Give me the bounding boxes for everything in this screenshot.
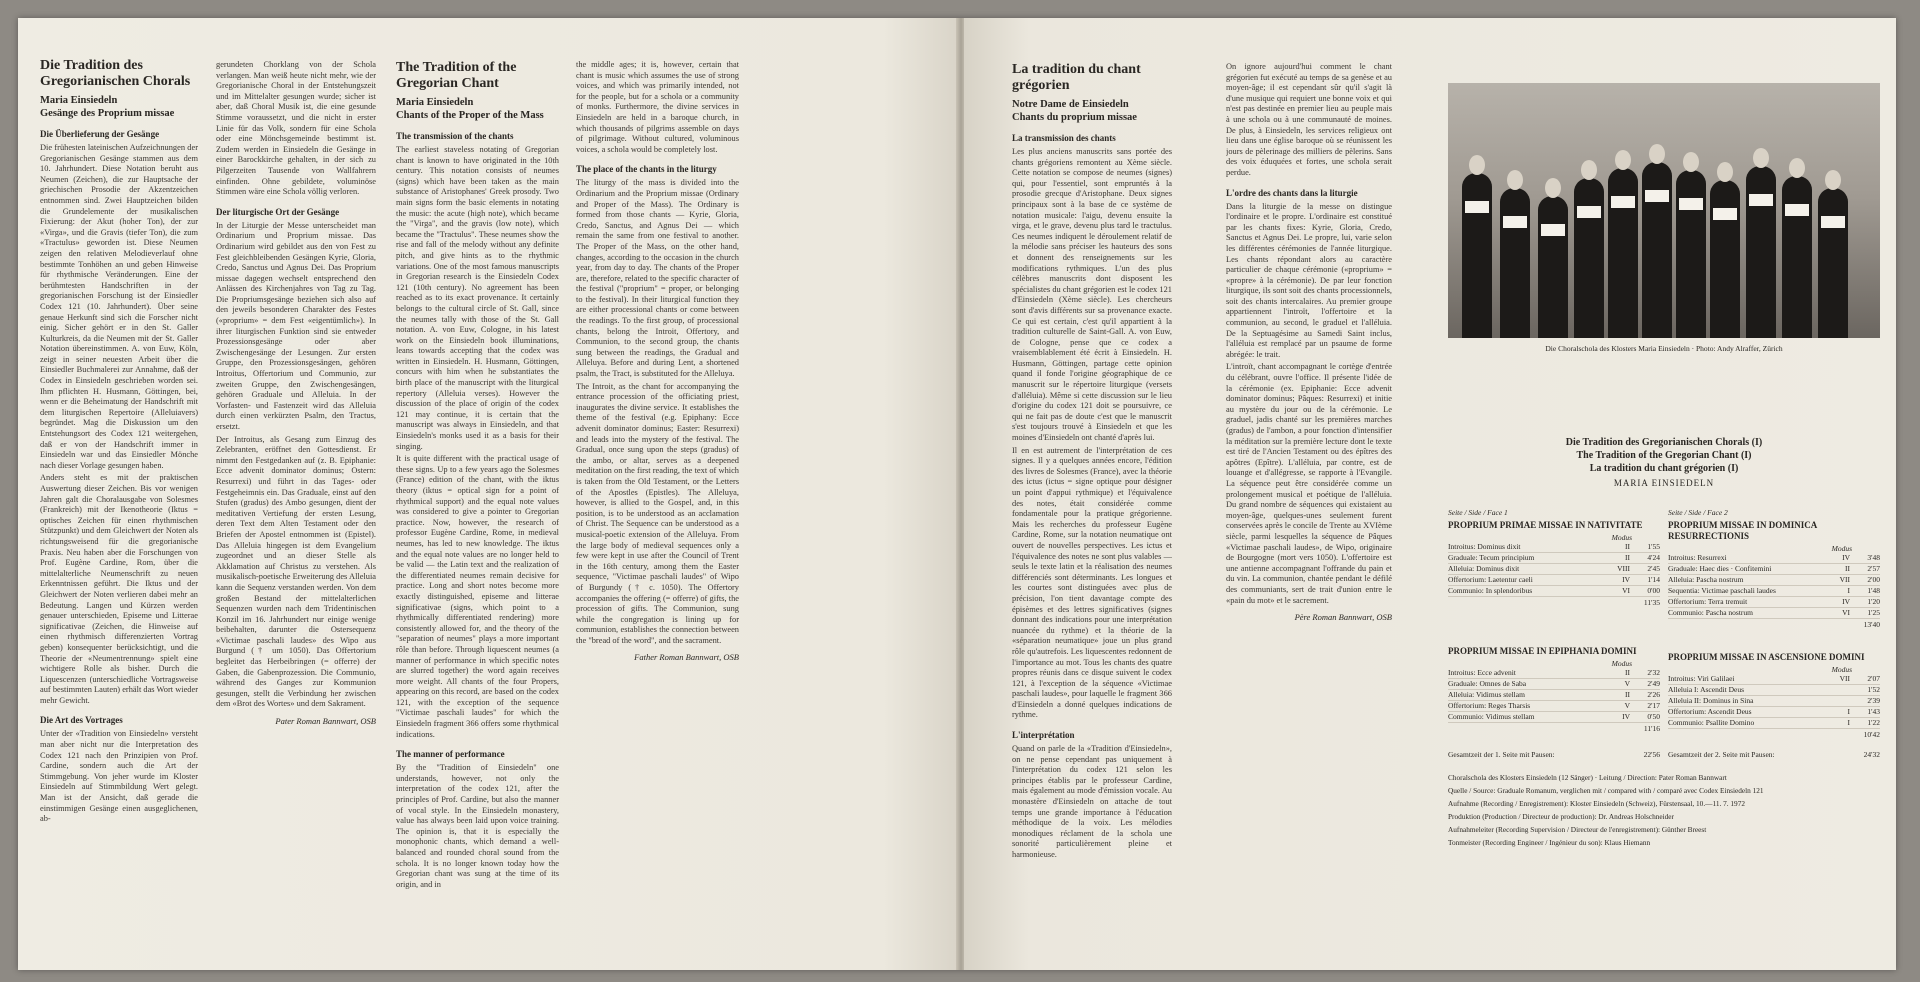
track-row: Introitus: Resurrexi IV 3'48: [1668, 553, 1880, 562]
signature: Father Roman Bannwart, OSB: [634, 652, 739, 663]
side-2-block-1: [1668, 508, 1880, 629]
paragraph: Anders steht es mit der praktischen Auswertung dieser Zeichen. Bis vor wenigen Jahren galt die Choralausgabe von Solesmes (Frankreich) mit der Ikenotheorie (Iktus = optisches Zeichen für einen rhythmischen Stützpunkt) und dem Gleichwert der Noten als richtungsweisend für die gregorianische Praxis. Neu haben aber die Forschungen von Prof. Eugène Cardine, Rom, über die mittelalterliche Neumenschrift zu neuen Erkenntnissen geführt. Die Iktus und der Gleichwert der Noten verlieren dabei mehr an Bedeutung. Langen und Kürzen werden genauer unterschieden, Episeme und Litterae significativae (Zeichen, die Hinweise auf einen rhythmisch differenzierten Vortrag geben) konsequenter berücksichtigt, und die Theorie der «Neumentrennung» spielt eine wichtigere Rolle als bisher. Durch die Liquescenzen (unterschiedliche Vortragsweise auf bestimmten Lauten) erhält das Wort wieder mehr Gewicht.: [40, 473, 198, 705]
heading-place: The place of the chants in the liturgy: [576, 164, 717, 175]
english-column-2: [576, 60, 739, 960]
paragraph: Der Introitus, als Gesang zum Einzug des Zelebranten, eröffnet den Gottesdienst. Er nimmt den Festgedanken auf (z. B. Epiphanie: Ecce advenit dominator dominus; Ostern: Resurrexi) und führt in das Tages- oder Festgeheimnis ein. Das Graduale, einst auf den Stufen (gradus) des Ambo gesungen, dient der meditativen Vertiefung der ersten Lesung, deren Text dem Alten Testament oder den Briefen der Apostel entnommen ist (Epistel). Das Alleluia hingegen ist dem Evangelium zugeordnet und an dieser Stelle als Akklamation auf Christus zu verstehen. Als musikalisch-poetische Erweiterung des Alleluia kann die Sequenz verstanden werden. Von dem großen Bestand der mittelalterlichen Sequenzen wurden nach dem Tridentinischen Konzil im 16. Jahrhundert nur einige wenige beibehalten, darunter die Ostersequenz «Victimae paschali laudes» des Wipo aus Burgund († um 1050). Das Offertorium begleitet das Herbeibringen (= offerre) der Gaben, die Gabenprozession. Die Communio, während des Ganges zur Kommunion gesungen, stellt die Verbindung her zwischen dem «Brot des Wortes» und dem Sakrament.: [216, 434, 376, 709]
monk-figure: [1782, 176, 1812, 338]
track-row: Introitus: Dominus dixit II 1'55: [1448, 542, 1660, 551]
track-row: Graduale: Omnes de Saba V 2'49: [1448, 679, 1660, 688]
track-row: Communio: In splendoribus VI 0'00: [1448, 586, 1660, 595]
proper-title: PROPRIUM PRIMAE MISSAE IN NATIVITATE: [1448, 520, 1643, 530]
english-title: The Tradition of the Gregorian Chant: [396, 60, 517, 91]
monk-figure: [1538, 196, 1568, 338]
heading-interpretation: L'interprétation: [1012, 730, 1075, 741]
heading-liturgischer-ort: Der liturgische Ort der Gesänge: [216, 206, 340, 217]
block-total: 10'42: [1863, 730, 1880, 739]
heading-ordre: L'ordre des chants dans la liturgie: [1226, 187, 1358, 198]
paragraph: Dans la liturgie de la messe on distingue l'ordinaire et le propre. L'ordinaire est constitué par les chants fixes: Kyrie, Gloria, Credo, Sanctus et Agnus Dei. Le propre, lui, varie selon les différentes cérémonies de l'année liturgique. Les chants répondant alors au caractère particulier de chaque cérémonie («proprium» = «propre» à la cérémonie). De par leur fonction liturgique, ils sont soit des chants processionnels, soit des chants intercalaires. Au premier groupe appartiennent l'introït, l'offertoire et la communion, au second, le graduel et l'alléluia. De la Septuagésime au Samedi Saint inclus, l'alléluia est remplacé par un psaume de forme abrégée: le trait.: [1226, 201, 1392, 359]
track-row: Offertorium: Terra tremuit IV 1'20: [1668, 597, 1880, 606]
paragraph: Il en est autrement de l'interprétation de ces signes. Il y a quelques années encore, l'édition des livres de Solesmes (France), avec la théorie des ictus (ictus = signe optique pour désigner un point d'appui rythmique) et l'équivalence des notes, était considérée comme fondamentale pour la pratique grégorienne. Mais les recherches du professeur Eugène Cardine, Rome, sur la notation neumatique ont ouvert de nouvelles perspectives. Les ictus et l'équivalence des notes ne sont plus valables — seuls le texte latin et la réalisation des neumes différenciés sont déterminants. Les longues et les courtes sont distinguées avec plus de précision, l'on tient davantage compte des épisèmes et des lettres significatives (signes donnant des indications pour une interprétation nuancée du rythme) et la théorie de la «séparation neumatique» joue un plus grand rôle qu'autrefois. Les liquescentes redonnent de l'importance au mot. Tous les chants des quatre propres réunis dans ce disque suivent le codex 121, à l'exception de la séquence «Victimae paschali laudes», pour laquelle le fragment 366 d'Einsiedeln a donné quelques indications de rythme.: [1012, 445, 1172, 720]
side-1-block-2: [1448, 646, 1660, 733]
heading-ueberlieferung: Die Überlieferung der Gesänge: [40, 129, 160, 139]
heading-transmission: The transmission of the chants: [396, 131, 514, 141]
monk-figure: [1500, 188, 1530, 338]
heading-transmission-fr: La transmission des chants: [1012, 133, 1116, 143]
paragraph: In der Liturgie der Messe unterscheidet man Ordinarium und Proprium missae. Das Ordinarium wird gebildet aus den von Fest zu Fest gleichbleibenden Gesängen Kyrie, Gloria, Credo, Sanctus und Agnus Dei. Das Proprium missae dagegen wechselt entsprechend den Anlässen des Kirchenjahres von Tag zu Tag. Die Propriumsgesänge beziehen sich also auf den jeweils besonderen Charakter des Festes («proprium» = dem Fest «eigentümlich»). In ihrer liturgischen Funktion sind sie entweder Prozessionsgesänge oder aber Zwischengesänge der Lesungen. Zur ersten Gruppe, den Prozessionsgesängen, gehören Introitus, Offertorium und Communio, zur zweiten Gruppe, den Zwischengesängen, gehören Graduale und Alleluia. In der Vorfasten- und Fastenzeit wird das Alleluia durch einen verkürzten Psalm, den Tractus, ersetzt.: [216, 220, 376, 431]
proper-title: PROPRIUM MISSAE IN EPIPHANIA DOMINI: [1448, 646, 1637, 656]
side-2-total: Gesamtzeit der 2. Seite mit Pausen: 24'32: [1668, 750, 1880, 759]
paragraph: Quand on parle de la «Tradition d'Einsiedeln», on ne pense cependant pas uniquement à l'interprétation du codex 121 selon les principes établis par le professeur Cardine, mais également au mode d'émission vocale. Au monastère d'Einsiedeln on attache de tout temps une grande importance à l'éducation méthodique de la voix. Les mélodies monodiques réclament de la schola une sonorité particulièrement pleine et harmonieuse.: [1012, 744, 1172, 859]
paragraph: The liturgy of the mass is divided into the Ordinarium and the Proprium missae (Ordinary and Proper of the Mass). The Ordinary is formed from those chants — Kyrie, Gloria, Credo, Sanctus, and Agnus Dei — which remain the same from one festival to another. The Proper of the Mass, on the other hand, changes, according to the occasion in the church year, from day to day. The chants of the Proper are, therefore, related to the specific character of the festival ("proprium" = proper, or belonging to the festival). In their liturgical function they are either processional chants or come between the readings. To the first group, of processional chants, belong the Introit, Offertory, and Communion, to the second group, the chants sung between the readings, the Gradual and Alleluya. Before and during Lent, a shortened psalm, the Tract, is substituted for the Alleluya.: [576, 178, 739, 379]
monk-figure: [1676, 170, 1706, 338]
track-row: Communio: Vidimus stellam IV 0'50: [1448, 712, 1660, 721]
french-column-1: [1012, 62, 1172, 952]
side-1-block-1: [1448, 508, 1660, 607]
track-row: Alleluia II: Dominus in Sina 2'39: [1668, 696, 1880, 705]
french-subtitle-2: Chants du proprium missae: [1012, 112, 1137, 123]
program-location: MARIA EINSIEDELN: [1613, 478, 1715, 488]
album-spread: [18, 18, 1896, 970]
german-column-2: [216, 60, 376, 960]
paragraph: The Introit, as the chant for accompanying the entrance procession of the officiating priest, inaugurates the divine service. It establishes the theme of the festival (e.g. Epiphany: Ecce advenit dominator dominus; Easter: Resurrexi) and leads into the mystery of the festival. The Gradual, once sung upon the steps (gradus) of the ambo, or altar, serves as a deepened meditation on the first reading, the text of which is taken from the Old Testament, or the Letters of the Apostles (Epistles). The Alleluya, however, is allied to the Gospel, and, in this position, is to be understood as an acclamation of Christ. The Sequence can be understood as a musical-poetic extension of the Alleluya. From the large body of medieval sequences only a few were kept in use after the Council of Trent in the 16th century, among them the Easter sequence, "Victimae paschali laudes" of Wipo of Burgundy († c. 1050). The Offertory accompanies the offering (= offerre) of gifts, the procession of gifts. The Communion, sung while the congregation is lining up for communion, establishes the connection between the "bread of the word", and the sacrament.: [576, 381, 739, 645]
modus-header: Modus: [1611, 533, 1632, 542]
modus-header: Modus: [1831, 544, 1852, 553]
monk-figure: [1642, 162, 1672, 338]
monk-figure: [1462, 173, 1492, 338]
paragraph: Unter der «Tradition von Einsiedeln» versteht man aber nicht nur die Interpretation des Codex 121 nach den Prinzipien von Prof. Cardine, sondern auch die Art der Stimmgebung. Von jeher wurde im Kloster Einsiedeln auf Stimmbildung Wert gelegt. Man ist der Ansicht, daß gerade die einstimmigen Gesänge einen ausgeglichenen, ab-: [40, 729, 198, 824]
french-subtitle-1: Notre Dame de Einsiedeln: [1012, 99, 1129, 110]
monk-figure: [1746, 166, 1776, 338]
paragraph: Die frühesten lateinischen Aufzeichnungen der Gregorianischen Gesänge stammen aus dem 10. Jahrhundert. Diese Notation beruht aus Neumen (Zeichen), die zur Hauptsache der griechischen Prosodie der Akzentzeichen entnommen sind. Zwei Hauptzeichen bilden die Grundelemente der musikalischen Fixierung: der Akut (hoher Ton), der zur «Virga», und die Gravis (tiefer Ton), die zum «Tractulus» geworden ist. Diese Neumen zeigen den relativen Melodieverlauf ohne bestimmte Tonhöhen an und geben Hinweise für rhythmische Veränderungen. Eine der berühmtesten Handschriften in der gregorianischen Forschung ist der Einsiedler Codex 121 (10. Jahrhundert). Über seine genaue Herkunft sind sich die Forscher nicht einig. Sicher gehört er in den St. Galler Kulturkreis, da die Neumen mit der St. Galler Notation übereinstimmen. A. von Euw, Köln, zeigt in seiner neuesten Arbeit über die Einsiedler Buchmalerei zur Annahme, daß der Codex in Einsiedeln geschrieben worden sei. Ihm pflichten H. Husmann, Göttingen, bei, wenn er die Beheimatung der Handschrift mit dem liturgischen Repertoire (Alleluiavers) begründet. Mag die Diskussion um den Entstehungsort des Codex 121 weitergehen, daß er von der Handschrift immer in Einsiedeln war und das Einsiedler Mönche nach dieser Vorlage gesungen haben.: [40, 143, 198, 470]
german-subtitle-1: Maria Einsiedeln: [40, 95, 118, 106]
credit-source: Quelle / Source: Graduale Romanum, verglichen mit / compared with / comparé avec Codex Einsiedeln 121: [1448, 786, 1764, 795]
monk-figure: [1710, 180, 1740, 338]
photo-caption: Die Choralschola des Klosters Maria Einsiedeln · Photo: Andy Alraffer, Zürich: [1545, 344, 1783, 353]
program-title-fr: La tradition du chant grégorien (I): [1589, 463, 1739, 474]
side-label: Seite / Side / Face 2: [1668, 508, 1728, 517]
side-2-block-2: [1668, 652, 1880, 739]
proper-title: PROPRIUM MISSAE IN DOMINICA RESURRECTIONIS: [1668, 520, 1817, 541]
signature: Père Roman Bannwart, OSB: [1294, 612, 1392, 623]
monk-figure: [1818, 188, 1848, 338]
credit-supervision: Aufnahmeleiter (Recording Supervision / Directeur de l'enregistrement): Günther Breest: [1448, 825, 1707, 834]
right-page: [964, 18, 1896, 970]
credit-recording: Aufnahme (Recording / Enregistrement): Kloster Einsiedeln (Schweiz), Fürstensaal, 10.—11. 7. 1972: [1448, 799, 1746, 808]
track-row: Offertorium: Reges Tharsis V 2'17: [1448, 701, 1660, 710]
modus-header: Modus: [1611, 659, 1632, 668]
side-1-total: Gesamtzeit der 1. Seite mit Pausen: 22'56: [1448, 750, 1660, 759]
block-total: 11'35: [1643, 598, 1660, 607]
german-subtitle-2: Gesänge des Proprium missae: [40, 108, 175, 119]
track-row: Alleluia I: Ascendit Deus 1'52: [1668, 685, 1880, 694]
paragraph: By the "Tradition of Einsiedeln" one understands, however, not only the interpretation of the codex 121, after the principles of Prof. Cardine, but also the manner of vocal style. In the Einsiedeln monastery, value has always been laid upon voice training. The opinion is, that it is especially the monophonic chants, which demand a well-balanced and rounded choral sound from the schola. It is no longer known today how the Gregorian chant was sung at the time of its origin, and in: [396, 763, 559, 889]
track-row: Communio: Pascha nostrum VI 1'25: [1668, 608, 1880, 617]
track-row: Offertorium: Laetentur caeli IV 1'14: [1448, 575, 1660, 584]
track-row: Graduale: Haec dies · Confitemini II 2'57: [1668, 564, 1880, 573]
credits: [1448, 773, 1880, 851]
program-title: [1448, 436, 1880, 490]
french-column-2: [1226, 62, 1392, 952]
heading-manner: The manner of performance: [396, 749, 505, 760]
track-row: Graduale: Tecum principium II 4'24: [1448, 553, 1660, 562]
heading-art-des-vortrages: Die Art des Vortrages: [40, 715, 123, 726]
credit-production: Produktion (Production / Directeur de production): Dr. Andreas Holschneider: [1448, 812, 1674, 821]
paragraph: L'introït, chant accompagnant le cortège d'entrée du célébrant, ouvre l'office. Il présente l'idée de la cérémonie (ex. Epiphanie: Ecce advenit dominator dominus; Pâques: Resurrexi) et initie au mystère du jour ou de la cérémonie. Le graduel, jadis chanté sur les premières marches (gradus) de l'ambon, a pour fonction d'intensifier la méditation sur la première lecture dont le texte est tiré de l'Ancien Testament ou des épîtres des apôtres (Epître). L'alléluia, par contre, est de louange et d'allégresse, se rapporte à l'Evangile. La séquence peut être considérée comme un prolongement musical et poétique de l'alléluia. Du grand nombre de séquences qui existaient au moyen-âge, quelques-unes seulement furent conservées après le concile de Trente au XVIème siècle, parmi lesquelles la séquence de Pâques «Victimae paschali laudes», de Wipo, originaire de Bourgogne (mort vers 1050). L'offertoire est une antienne accompagnant l'offrande du pain et du vin. La communion, chantée pendant le défilé des communiants, sert de trait d'union entre le «pain du mot» et le sacrement.: [1226, 362, 1392, 605]
track-row: Alleluia: Vidimus stellam II 2'26: [1448, 690, 1660, 699]
monk-figure: [1608, 168, 1638, 338]
french-title: La tradition du chant grégorien: [1012, 62, 1141, 93]
track-row: Communio: Psallite Domino I 1'22: [1668, 718, 1880, 727]
track-row: Introitus: Ecce advenit II 2'32: [1448, 668, 1660, 677]
track-row: Alleluia: Pascha nostrum VII 2'00: [1668, 575, 1880, 584]
left-page: [18, 18, 958, 970]
credit-schola: Choralschola des Klosters Einsiedeln (12 Sänger) · Leitung / Direction: Pater Roman Bannwart: [1448, 773, 1727, 782]
track-row: Sequentia: Victimae paschali laudes I 1'48: [1668, 586, 1880, 595]
signature: Pater Roman Bannwart, OSB: [275, 716, 376, 727]
german-column-1: [40, 58, 198, 958]
paragraph: On ignore aujourd'hui comment le chant grégorien fut exécuté au temps de sa genèse et au moyen-âge; il est cependant sûr qu'il s'agit là d'une musique qui requiert une bonne voix et qui n'est pas destinée en premier lieu au peuple mais à une schola ou à une communauté de moines. De plus, à Einsiedeln, les services religieux ont lieu dans une église baroque où se réunissent les jours de pèlerinage des milliers de pèlerins. Sans des voix éduquées et fortes, une schola serait perdue.: [1226, 62, 1392, 177]
german-title: Die Tradition des Gregorianischen Chorals: [40, 58, 191, 89]
program-title-de: Die Tradition des Gregorianischen Chorals (I): [1565, 437, 1763, 448]
paragraph: The earliest staveless notating of Gregorian chant is known to have originated in the 10th century. This notation consists of neumes (signs) which have been taken as the main substance of Aristophanes' Greek prosody. Two main signs form the basic elements in notating the music: the acute (high note), which became the "Virga", and the gravis (low note), which became the "Tractulus". These neumes show the rise and fall of the melody without any definite pitch, and give hints as to the rhythmic variations. One of the most famous manuscripts in Gregorian research is the Einsiedeln Codex 121 (10th century). No agreement has been reached as to its exact provenance. It certainly belongs to the cultural circle of St. Gall, since the neumes tally with those of the St. Gall notation. A. von Euw, Cologne, in his latest work on the Einsiedeln book illuminations, leans towards accepting that the codex was written in Einsiedeln. H. Husmann, Göttingen, concurs with him when he substantiates the birth place of the manuscript with the liturgical repertory (Alleluia verses). However the discussion of the place of origin of the codex 121 may continue, it is certain that the manuscript was always in Einsiedeln, and that Einsiedeln's monks used it as a basis for their singing.: [396, 145, 559, 451]
modus-header: Modus: [1831, 665, 1852, 674]
english-subtitle-1: Maria Einsiedeln: [396, 97, 474, 108]
block-total: 11'16: [1643, 724, 1660, 733]
english-subtitle-2: Chants of the Proper of the Mass: [396, 110, 544, 121]
block-total: 13'40: [1863, 620, 1880, 629]
paragraph: the middle ages; it is, however, certain that chant is music which assumes the use of strong voices, and which was primarily intended, not for the people, but for a schola or a community of monks. Furthermore, the divine services in Einsiedeln are held in a baroque church, in which thousands of pilgrims assemble on days of pilgrimage. Without cultured, voluminous voices, a schola would be completely lost.: [576, 60, 739, 154]
side-label: Seite / Side / Face 1: [1448, 508, 1508, 517]
track-row: Offertorium: Ascendit Deus I 1'43: [1668, 707, 1880, 716]
paragraph: gerundeten Chorklang von der Schola verlangen. Man weiß heute nicht mehr, wie der Gregorianische Choral in der Entstehungszeit und im Mittelalter gesungen wurde; sicher ist aber, daß Choral Musik ist, die eine gesunde Stimme voraussetzt, und die nicht in erster Linie für das Volk, sondern für eine Schola oder eine Mönchsgemeinde bestimmt ist. Zudem werden in Einsiedeln die Gesänge in einer Barockkirche gehalten, in der sich zu Pilgerzeiten Tausende von Wallfahrern einfinden. Ohne gebildete, voluminöse Stimmen wäre eine Schola völlig verloren.: [216, 60, 376, 197]
paragraph: It is quite different with the practical usage of these signs. Up to a few years ago the Solesmes (France) edition of the chant, with the iktus theory (iktus = optical sign for a point of rhythmical support) and the equal note values was considered to give a pointer to Gregorian practice. Now, however, the research of professor Eugène Cardine, Rome, in medieval neumes, has led to new knowledge. The iktus and the equal note values are no longer held to be valid — the Latin text and the realization of the differentiated neumes remain decisive for practice. Long and short notes become more exactly distinguished, episeme and litterae significativae (signs, which point to a rhythmically differentiated rendering) more consistently allowed for, and the theory of the "separation of neumes" plays a more important rôle than before. Through liquescent neumes (a manner of performance in which specific notes are slurred together) the word again receives more weight. All chants of the four Propers, appearing on this record, are based on the codex 121, with the exception of the sequence "Victimae paschali laudes" for which the Einsiedeln fragment 366 offers some rhythmical indications.: [396, 454, 559, 739]
english-column-1: [396, 60, 559, 960]
monk-figure: [1574, 178, 1604, 338]
credit-engineer: Tonmeister (Recording Engineer / Ingénieur du son): Klaus Hiemann: [1448, 838, 1651, 847]
track-row: Alleluia: Dominus dixit VIII 2'45: [1448, 564, 1660, 573]
choir-photo: [1448, 83, 1880, 338]
paragraph: Les plus anciens manuscrits sans portée des chants grégoriens remontent au Xème siècle. Cette notation se compose de neumes (signes) qui, pour l'essentiel, sont empruntés à la prosodie grecque d'Aristophane. Deux signes principaux sont à la base de ce système de notation musicale: l'aigu, devenu ensuite la virga, et le grave, devenu plus tard le tractulus. Ces neumes indiquent le déroulement relatif de la mélodie sans préciser les hauteurs des sons et donnent des renseignements sur les modifications rythmiques. L'un des plus célèbres manuscrits dont disposent les spécialistes du chant grégorien est le codex 121 d'Einsiedeln (Xème siècle). Les chercheurs sont d'avis différents sur sa provenance exacte. Ce qui est certain, c'est qu'il appartient à la tradition culturelle de Saint-Gall. A. von Euw, de Cologne, pense que ce codex a vraisemblablement été écrit à Einsiedeln. H. Husmann, Göttingen, partage cette opinion quand il fonde l'origine géographique de ce manuscrit sur le répertoire liturgique (versets d'alléluia). Même si cette discussion sur le lieu d'origine du codex 121 doit se poursuivre, ce qui ne fait pas de doute c'est que le manuscrit s'est toujours trouvé à Einsiedeln et que les moines d'Einsiedeln ont chanté d'après lui.: [1012, 147, 1172, 443]
proper-title: PROPRIUM MISSAE IN ASCENSIONE DOMINI: [1668, 652, 1865, 662]
track-row: Introitus: Viri Galilaei VII 2'07: [1668, 674, 1880, 683]
program-title-en: The Tradition of the Gregorian Chant (I): [1576, 450, 1752, 461]
